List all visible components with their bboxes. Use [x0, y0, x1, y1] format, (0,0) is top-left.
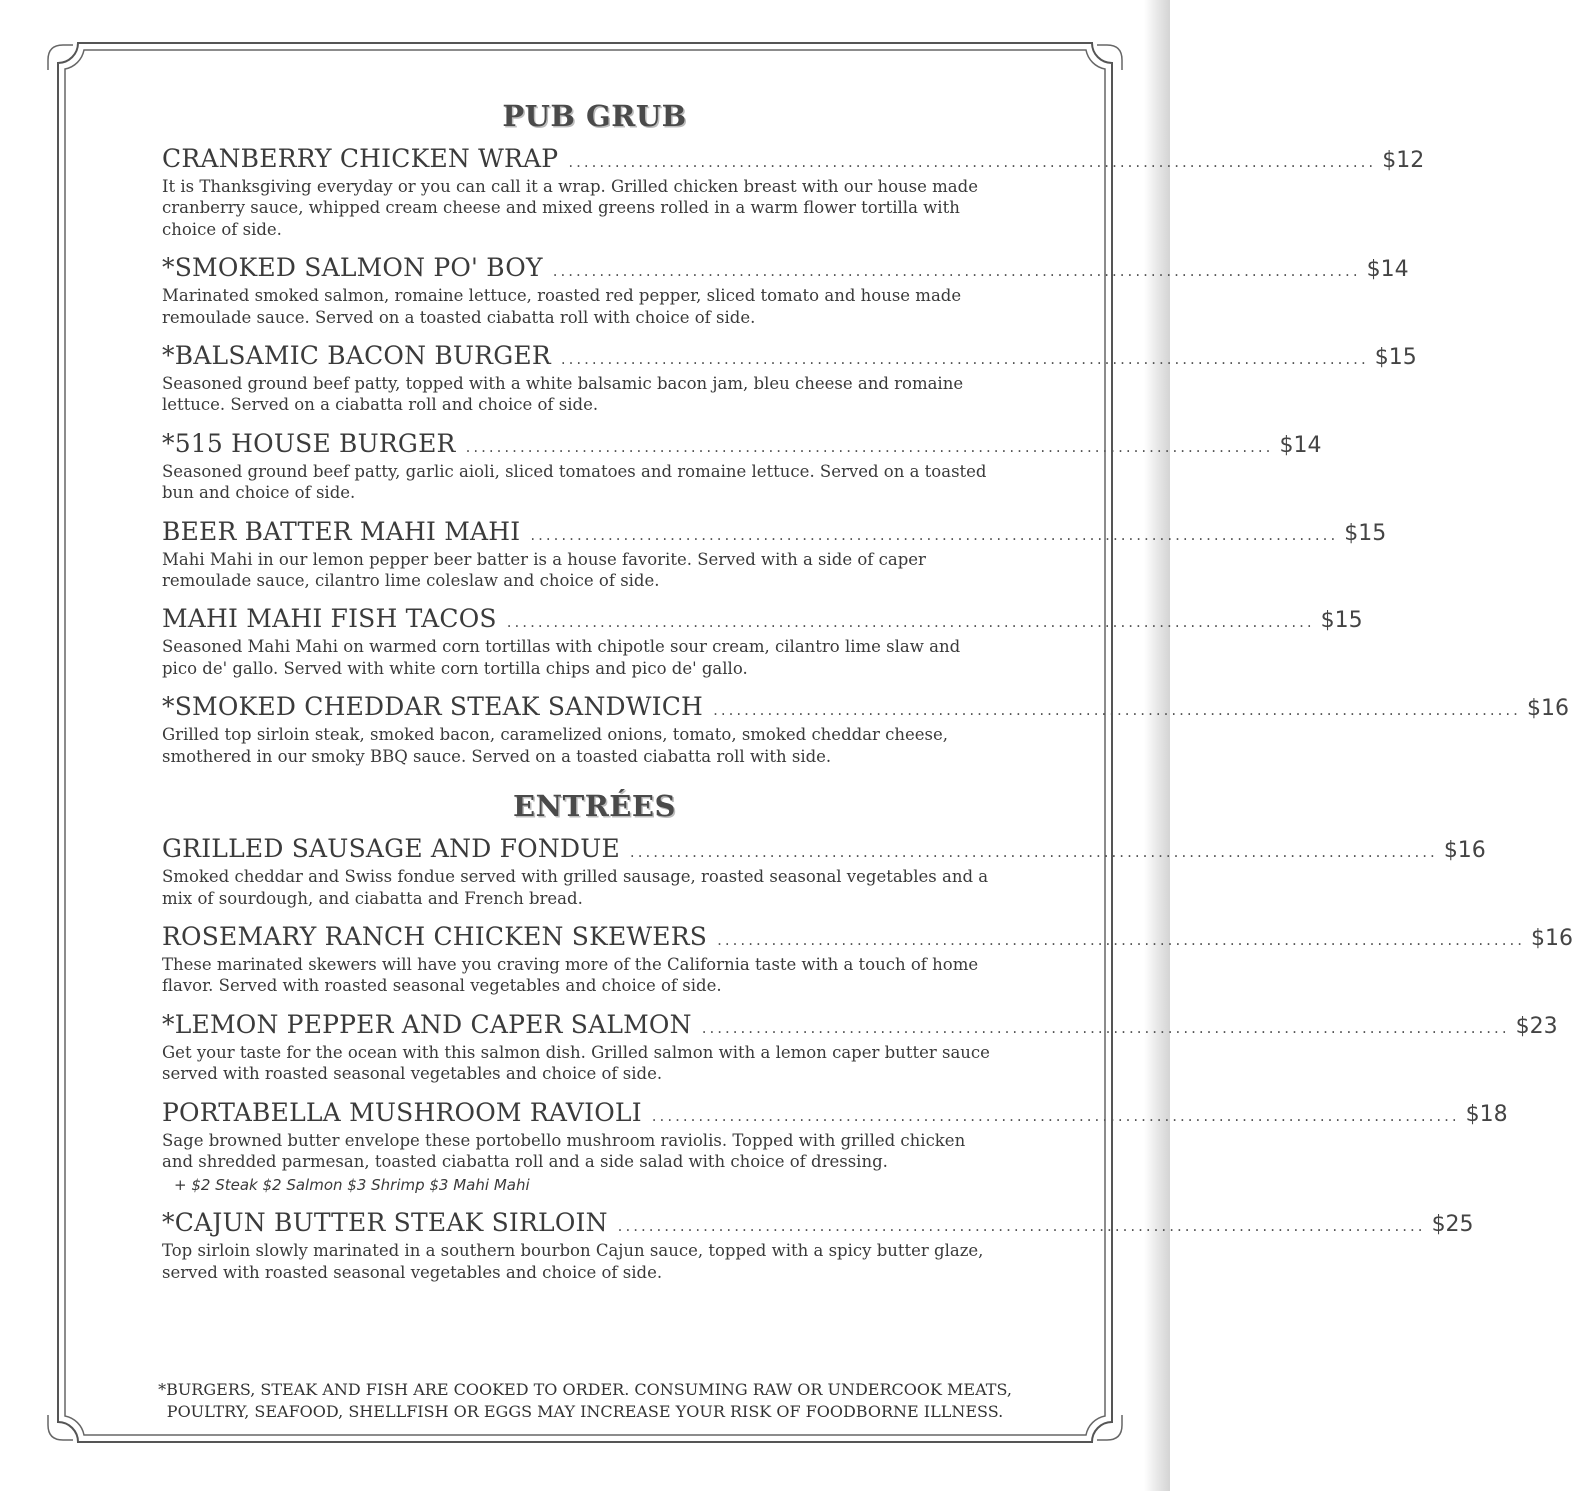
menu-item-header	[162, 834, 1486, 866]
menu-item	[162, 834, 1486, 909]
menu-item-name: MAHI MAHI FISH TACOS	[162, 604, 497, 634]
dot-leader: ........................................................................................................	[713, 701, 1521, 720]
dot-leader: ........................................................................................................	[506, 613, 1315, 632]
menu-item-header	[162, 1208, 1474, 1240]
section-title-pub-grub: PUB GRUB	[502, 99, 687, 133]
menu-item-price: $16	[1443, 838, 1486, 864]
section-title-entrees: ENTRÉES	[513, 789, 676, 824]
menu-item-name: PORTABELLA MUSHROOM RAVIOLI	[162, 1097, 642, 1127]
menu-item-description: Grilled top sirloin steak, smoked bacon, caramelized onions, tomato, smoked cheddar cheese, smothered in our smoky BBQ sauce. Served on a toasted ciabatta roll with side.	[162, 725, 949, 766]
menu-item-description: Get your taste for the ocean with this salmon dish. Grilled salmon with a lemon caper butter sauce served with roasted seasonal vegetables and choice of side.	[162, 1042, 990, 1084]
menu-item-price: $15	[1344, 520, 1387, 546]
menu-item	[162, 253, 1409, 328]
menu-item	[162, 1009, 1558, 1085]
menu-item-header	[162, 144, 1425, 176]
menu-item-header	[162, 516, 1387, 549]
menu-item-description: It is Thanksgiving everyday or you can call it a wrap. Grilled chicken breast with our house made cranberry sauce, whipped cream cheese and mixed greens rolled in a warm flower tortilla with choice of side.	[162, 177, 978, 239]
menu-item-header	[162, 921, 1573, 954]
dot-leader: ........................................................................................................	[717, 930, 1526, 949]
menu-item-description: Mahi Mahi in our lemon pepper beer batter is a house favorite. Served with a side of caper remoulade sauce, cilantro lime coleslaw and choice of side.	[162, 549, 926, 591]
menu-item	[162, 516, 1387, 592]
dot-leader: ........................................................................................................	[629, 843, 1438, 862]
menu-item-addon: + $2 Steak $2 Salmon $3 Shrimp $3 Mahi Mahi	[174, 1176, 530, 1195]
menu-item-description: Seasoned ground beef patty, topped with a white balsamic bacon jam, bleu cheese and romaine lettuce. Served on a ciabatta roll and choice of side.	[162, 374, 964, 415]
menu-item-header	[162, 604, 1363, 636]
menu-item-price: $16	[1526, 696, 1569, 722]
menu-item	[162, 428, 1322, 504]
menu-item-price: $18	[1465, 1101, 1508, 1127]
menu-item-price: $23	[1515, 1013, 1558, 1039]
menu-item-name: *SMOKED CHEDDAR STEAK SANDWICH	[162, 692, 704, 722]
menu-item	[162, 921, 1573, 997]
menu-item-name: *BALSAMIC BACON BURGER	[162, 341, 551, 371]
dot-leader: ........................................................................................................	[530, 525, 1339, 544]
menu-item	[162, 341, 1417, 416]
menu-item	[162, 144, 1425, 240]
menu-item-price: $12	[1382, 148, 1425, 173]
menu-item-description: Sage browned butter envelope these portobello mushroom raviolis. Topped with grilled chicken and shredded parmesan, toasted ciabatta roll and a side salad with choice of dressing.	[162, 1130, 966, 1171]
dot-leader: ........................................................................................................	[568, 153, 1377, 171]
menu-item-description: Seasoned Mahi Mahi on warmed corn tortillas with chipotle sour cream, cilantro lime slaw and pico de' gallo. Served with white corn tortilla chips and pico de' gallo.	[162, 637, 961, 678]
menu-item-price: $15	[1320, 608, 1363, 634]
menu-item-description: Marinated smoked salmon, romaine lettuce, roasted red pepper, sliced tomato and house made remoulade sauce. Served on a toasted ciabatta roll with choice of side.	[162, 286, 962, 327]
menu-item	[162, 692, 1569, 767]
menu-item-header	[162, 1009, 1558, 1042]
dot-leader: ........................................................................................................	[701, 1018, 1510, 1037]
menu-item-name: *LEMON PEPPER AND CAPER SALMON	[162, 1009, 692, 1039]
menu-item-description: Top sirloin slowly marinated in a southern bourbon Cajun sauce, topped with a spicy butter glaze, served with roasted seasonal vegetables and choice of side.	[162, 1241, 984, 1282]
menu-item-price: $14	[1366, 257, 1409, 283]
menu-item-price: $25	[1431, 1212, 1474, 1238]
dot-leader: ........................................................................................................	[560, 350, 1369, 369]
dot-leader: ........................................................................................................	[465, 437, 1274, 456]
menu-item	[162, 1208, 1474, 1283]
menu-item-price: $14	[1279, 432, 1322, 458]
menu-item-name: ROSEMARY RANCH CHICKEN SKEWERS	[162, 921, 708, 951]
menu-item-name: *CAJUN BUTTER STEAK SIRLOIN	[162, 1208, 608, 1238]
disclaimer-note: *BURGERS, STEAK AND FISH ARE COOKED TO ORDER. CONSUMING RAW OR UNDERCOOK MEATS, POULTRY, SEAFOOD, SHELLFISH OR EGGS MAY INCREASE YOUR RISK OF FOODBORNE ILLNESS.	[158, 1380, 1012, 1421]
menu-item-name: *SMOKED SALMON PO' BOY	[162, 253, 543, 283]
menu-item-name: GRILLED SAUSAGE AND FONDUE	[162, 834, 620, 864]
dot-leader: ........................................................................................................	[552, 262, 1361, 281]
menu-item	[162, 1097, 1508, 1196]
menu-item-header	[162, 253, 1409, 285]
menu-item-description: These marinated skewers will have you craving more of the California taste with a touch of home flavor. Served with roasted seasonal vegetables and choice of side.	[162, 954, 979, 996]
menu-item-price: $16	[1531, 925, 1573, 951]
menu-item-header	[162, 692, 1569, 724]
dot-leader: ........................................................................................................	[617, 1217, 1426, 1236]
menu-item-header	[162, 341, 1417, 373]
dot-leader: ........................................................................................................	[651, 1106, 1460, 1125]
menu-item-description: Smoked cheddar and Swiss fondue served with grilled sausage, roasted seasonal vegetables and a mix of sourdough, and ciabatta and French bread.	[162, 867, 989, 908]
menu-item-description: Seasoned ground beef patty, garlic aioli, sliced tomatoes and romaine lettuce. Served on a toasted bun and choice of side.	[162, 461, 987, 503]
menu-content	[162, 96, 1573, 1296]
menu-item	[162, 604, 1363, 679]
menu-item-price: $15	[1374, 345, 1417, 371]
menu-item-header	[162, 428, 1322, 461]
menu-item-name: BEER BATTER MAHI MAHI	[162, 516, 521, 546]
menu-item-name: *515 HOUSE BURGER	[162, 428, 456, 458]
menu-item-header	[162, 1097, 1508, 1130]
menu-item-name: CRANBERRY CHICKEN WRAP	[162, 144, 559, 173]
